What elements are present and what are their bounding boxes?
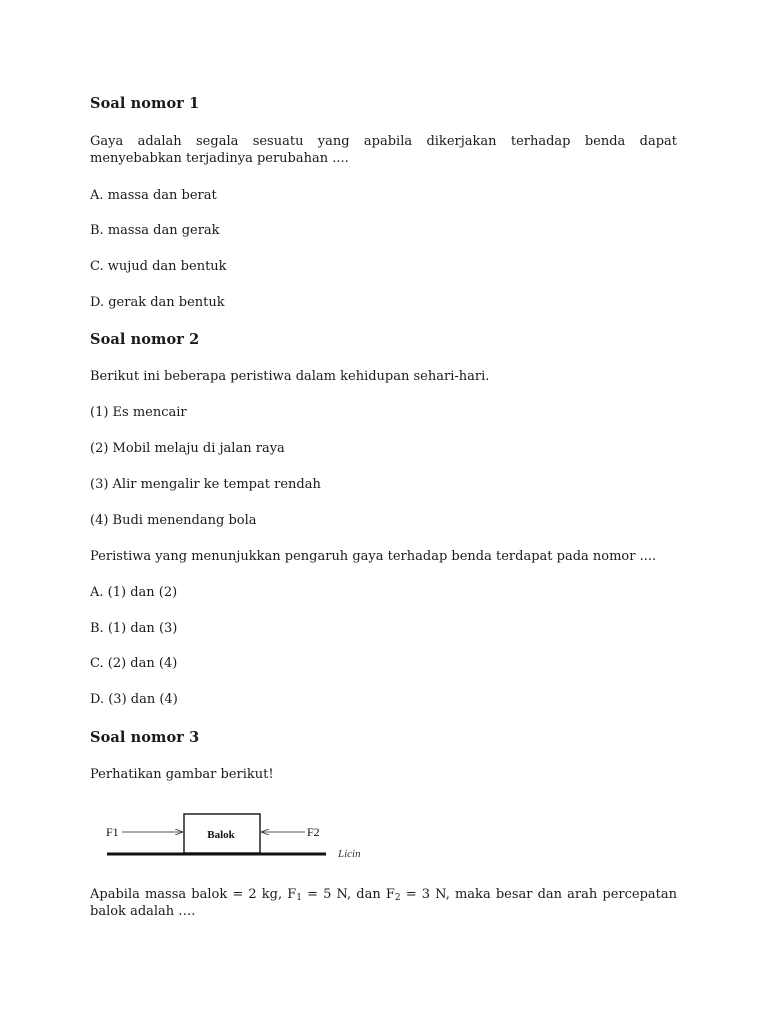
question-1-option-d: D. gerak dan bentuk <box>90 295 225 310</box>
question-2-intro: Berikut ini beberapa peristiwa dalam kehidupan sehari-hari. <box>90 369 490 384</box>
question-2-event-2: (2) Mobil melaju di jalan raya <box>90 441 285 456</box>
question-2-option-c: C. (2) dan (4) <box>90 656 178 671</box>
question-3-text-part-b: = 5 N, dan F <box>301 887 395 902</box>
question-1-text: Gaya adalah segala sesuatu yang apabila dikerjakan terhadap benda dapat menyebabkan terjadinya perubahan .... <box>90 134 677 166</box>
question-1-option-b: B. massa dan gerak <box>90 223 220 238</box>
question-1-option-c: C. wujud dan bentuk <box>90 259 227 274</box>
question-3-text-part-a: Apabila massa balok = 2 kg, F <box>90 887 297 902</box>
question-2-event-1: (1) Es mencair <box>90 405 187 420</box>
question-3-heading: Soal nomor 3 <box>90 729 200 746</box>
question-2-option-a: A. (1) dan (2) <box>90 585 178 600</box>
force-1-label: F1 <box>106 825 119 839</box>
force-2-label: F2 <box>307 825 320 839</box>
question-3-intro: Perhatikan gambar berikut! <box>90 767 274 782</box>
force-diagram <box>100 808 380 868</box>
question-2-heading: Soal nomor 2 <box>90 331 200 348</box>
question-1-heading: Soal nomor 1 <box>90 95 200 112</box>
question-2-event-4: (4) Budi menendang bola <box>90 513 257 528</box>
question-3-sub-2: 2 <box>394 893 401 903</box>
block-label: Balok <box>207 829 235 841</box>
question-2-option-b: B. (1) dan (3) <box>90 621 178 636</box>
question-2-event-3: (3) Alir mengalir ke tempat rendah <box>90 477 321 492</box>
surface-label: Licin <box>338 848 361 860</box>
question-3-text <box>90 886 677 920</box>
question-3-sub-1: 1 <box>296 893 302 903</box>
question-3-text-part-c: = 3 N, maka besar dan arah percepatan balok adalah …. <box>90 887 677 919</box>
question-2-text: Peristiwa yang menunjukkan pengaruh gaya terhadap benda terdapat pada nomor .... <box>90 549 657 564</box>
question-1-option-a: A. massa dan berat <box>90 188 217 203</box>
question-2-option-d: D. (3) dan (4) <box>90 692 178 707</box>
